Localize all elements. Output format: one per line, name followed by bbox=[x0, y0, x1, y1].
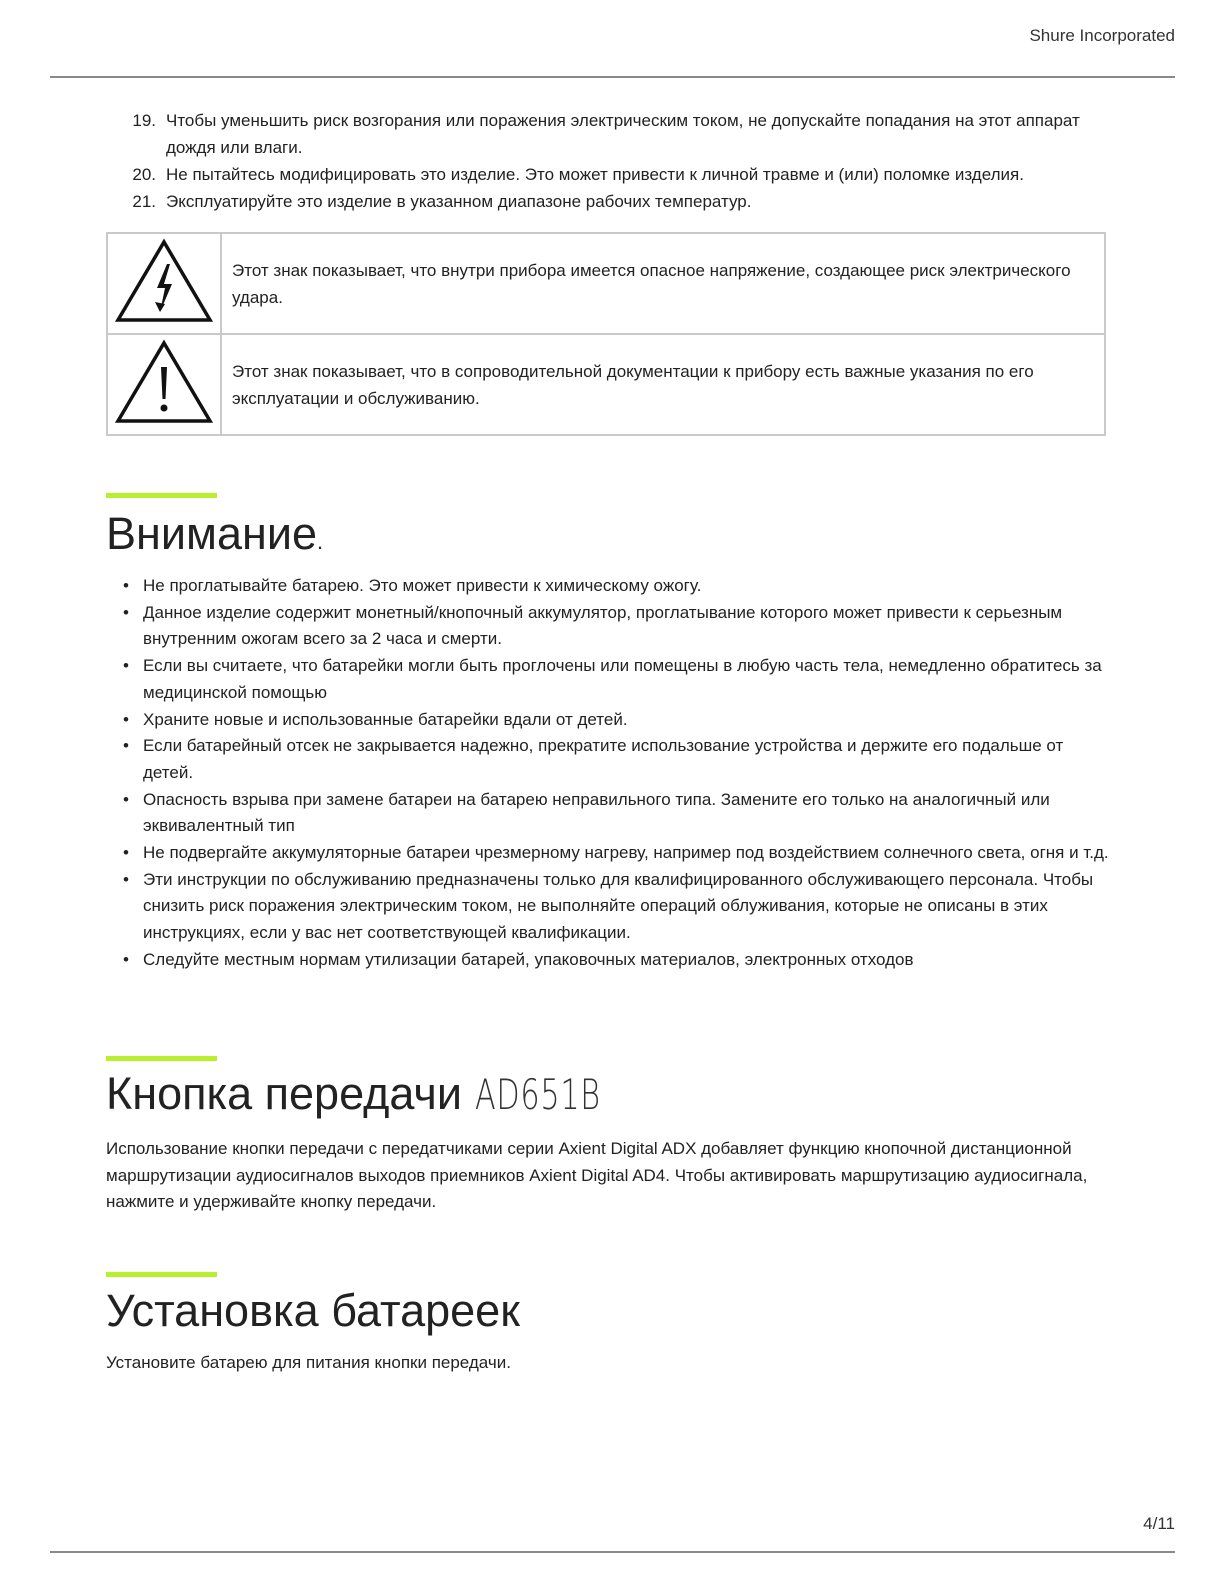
transmit-button-description: Использование кнопки передачи с передатчиками серии Axient Digital ADX добавляет функцию кнопочной дистанционной маршрутизации аудиосигналов выходов приемников Axient Digital AD4. Чтобы активировать маршрутизацию аудиосигнала, нажмите и удерживайте кнопку передачи. bbox=[106, 1139, 1088, 1212]
caution-heading bbox=[106, 508, 323, 568]
list-item: • Не подвергайте аккумуляторные батареи чрезмерному нагреву, например под воздействием солнечного света, огня и т.д. bbox=[106, 840, 1116, 867]
exclamation-warning-icon bbox=[114, 337, 214, 427]
list-item bbox=[106, 161, 1118, 188]
transmit-button-title: Кнопка передачи bbox=[106, 1068, 463, 1119]
symbol-cell bbox=[107, 233, 221, 334]
model-name: AD651B bbox=[474, 1070, 601, 1119]
list-item-text: Не пытайтесь модифицировать это изделие. Это может привести к личной травме и (или) поломке изделия. bbox=[166, 165, 1024, 184]
list-item-text: Эксплуатируйте это изделие в указанном диапазоне рабочих температур. bbox=[166, 192, 752, 211]
table-row bbox=[107, 334, 1105, 435]
list-item: • Опасность взрыва при замене батареи на батарею неправильного типа. Замените его только на аналогичный или эквивалентный тип bbox=[106, 787, 1116, 840]
caution-title-dot: . bbox=[316, 529, 324, 554]
symbol-description: Этот знак показывает, что в сопроводительной документации к прибору есть важные указания по его эксплуатации и обслуживанию. bbox=[221, 334, 1105, 435]
list-item: • Если батарейный отсек не закрывается надежно, прекратите использование устройства и держите его подальше от детей. bbox=[106, 733, 1116, 786]
list-item: • Следуйте местным нормам утилизации батарей, упаковочных материалов, электронных отходов bbox=[106, 947, 1116, 974]
list-item: • Эти инструкции по обслуживанию предназначены только для квалифицированного обслуживающего персонала. Чтобы снизить риск поражения электрическим током, не выполняйте операций облуживания, которые не описаны в этих инструкциях, если у вас нет соответствующей квалификации. bbox=[106, 867, 1116, 947]
list-item: • Не проглатывайте батарею. Это может привести к химическому ожогу. bbox=[106, 573, 1116, 600]
header-rule bbox=[50, 76, 1175, 78]
list-item: • Если вы считаете, что батарейки могли быть проглочены или помещены в любую часть тела, немедленно обратитесь за медицинской помощью bbox=[106, 653, 1116, 706]
page-number: 4/11 bbox=[1143, 1514, 1175, 1533]
footer-rule bbox=[50, 1551, 1175, 1553]
list-item-number: 20. bbox=[132, 165, 156, 184]
battery-heading: Установка батареек bbox=[106, 1285, 520, 1336]
table-row bbox=[107, 233, 1105, 334]
list-item-text: Чтобы уменьшить риск возгорания или поражения электрическим током, не допускайте попадания на этот аппарат дождя или влаги. bbox=[166, 111, 1080, 157]
list-item bbox=[106, 107, 1118, 161]
transmit-button-heading bbox=[106, 1068, 649, 1121]
caution-list bbox=[106, 573, 1116, 974]
lightning-warning-icon bbox=[114, 236, 214, 326]
list-item-number: 19. bbox=[132, 111, 156, 130]
section-accent-bar bbox=[106, 1056, 217, 1061]
list-item: • Храните новые и использованные батарейки вдали от детей. bbox=[106, 707, 1116, 734]
list-item-number: 21. bbox=[132, 192, 156, 211]
battery-description: Установите батарею для питания кнопки передачи. bbox=[106, 1353, 511, 1372]
list-item: • Данное изделие содержит монетный/кнопочный аккумулятор, проглатывание которого может привести к серьезным внутренним ожогам всего за 2 часа и смерти. bbox=[106, 600, 1116, 653]
safety-list bbox=[106, 107, 1118, 215]
header-company: Shure Incorporated bbox=[1029, 26, 1175, 45]
section-accent-bar bbox=[106, 493, 217, 498]
symbol-cell bbox=[107, 334, 221, 435]
section-accent-bar bbox=[106, 1272, 217, 1277]
list-item bbox=[106, 188, 1118, 215]
warning-symbols-table bbox=[106, 232, 1106, 436]
symbol-description: Этот знак показывает, что внутри прибора имеется опасное напряжение, создающее риск электрического удара. bbox=[221, 233, 1105, 334]
caution-title: Внимание bbox=[106, 508, 317, 559]
